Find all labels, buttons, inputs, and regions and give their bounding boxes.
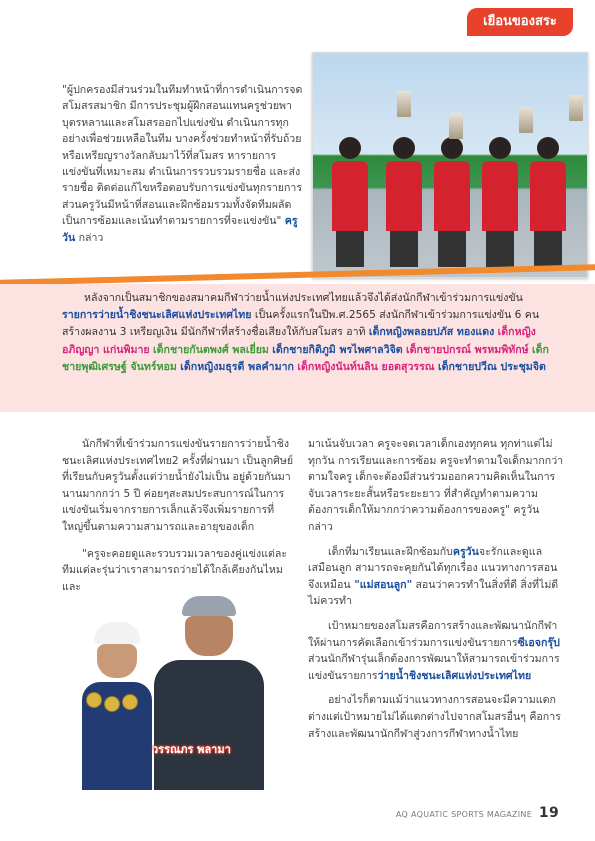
mother-quote: "แม่สอนลูก" <box>350 578 413 591</box>
coach-figure <box>154 596 264 790</box>
trophy-icon <box>519 107 533 133</box>
left-paragraph-2: "ครูจะคอยดูและรวบรวมเวลาของคู่แข่งแต่ละทีมแต่ละรุ่นว่าเราสามารถว่ายได้ใกล้เคียงกันไหมและ <box>62 547 288 593</box>
right-paragraph-2: เด็กที่มาเรียนและฝึกซ้อมกับครูวันจะรักและดูแลเสมือนลูก สามารถจะคุยกันได้ทุกเรื่อง แนวทางการสอนจึงเหมือน "แม่สอนลูก" สอนว่าควรทำในสิ่งที่ดี สิ่งที่ไม่ดีไม่ควรทำ <box>308 545 559 608</box>
page-footer <box>396 805 559 821</box>
swimmer-figure <box>385 137 423 267</box>
trophy-icon <box>569 95 583 121</box>
swimmer-figure <box>529 137 567 267</box>
athlete-name: เด็กหญิงมธุรดี พลคำมาก <box>180 360 294 373</box>
coach-name: ครูวัน <box>452 545 479 558</box>
event-name: ซีเอจกรุ๊ป <box>517 636 560 649</box>
athlete-name: เด็กชายพุฒิเศรษฐ์ จันทร์หอม <box>62 343 549 373</box>
left-paragraph-1: นักกีฬาที่เข้าร่วมการแข่งขันรายการว่ายน้ำชิงชนะเลิศแห่งประเทศไทย2 ครั้งที่ผ่านมา เป็นลูกศิษย์ที่เรียนกับครูวันตั้งแต่ว่ายน้ำยังไม่เป็น อยู่ด้วยกันมานานมากกว่า 5 ปี ค่อยๆสะสมประสบการณ์ในการแข่งขันเริ่มจากรายการเล็กแล้วจึงเพิ่มรายการที่ใหญ่ขึ้นตามความสามารถและอายุของเด็ก <box>62 438 294 533</box>
event-name: ว่ายน้ำชิงชนะเลิศแห่งประเทศไทย <box>377 669 532 682</box>
athlete-name: เด็กหญิงพลอยปภัส ทองแดง <box>368 326 495 339</box>
coach-photo <box>56 590 270 790</box>
magazine-suffix: MAGAZINE <box>486 810 533 819</box>
photo-caption: วรรณภร พลามา <box>152 743 231 756</box>
right-paragraph-4: อย่างไรก็ตามแม้ว่าแนวทางการสอนจะมีความแตกต่างแต่เป้าหมายไม่ได้แตกต่างไปจากสโมสรอื่นๆ คือการสร้างและพัฒนานักกีฬาสู่วงการกีฬาทางน้ำไทย <box>308 694 561 740</box>
athlete-name: เด็กชายกันตพงศ์ พลเยี่ยม <box>153 343 269 356</box>
trophy-icon <box>397 91 411 117</box>
medal-icon <box>104 696 120 712</box>
top-quote-tail: กล่าว <box>75 231 104 244</box>
right-column <box>308 436 564 750</box>
band-text-2: เป็นครั้งแรกในปีพ.ศ.2565 ส่งนักกีฬาเข้าร่วมการแข่งขัน 6 คน สร้างผลงาน 3 เหรียญเงิน มีนักกีฬาที่สร้างชื่อเสียงให้กับสโมสร อาทิ <box>62 309 540 339</box>
team-photo <box>312 52 588 278</box>
athlete-name: เด็กชายปวีณ ประชุมจิต <box>438 360 546 373</box>
right-paragraph-3: เป้าหมายของสโมสรคือการสร้างและพัฒนานักกีฬาให้ผ่านการคัดเลือกเข้าร่วมการแข่งขันรายการซีเอจกรุ๊ป ส่วนนักกีฬารุ่นเล็กต้องการพัฒนาให้สามารถเข้าร่วมการแข่งขันรายการว่ายน้ำชิงชนะเลิศแห่งประเทศไทย <box>308 619 560 682</box>
athlete-name: เด็กหญิงอภิญญา แก่นพิมาย <box>62 326 536 356</box>
magazine-name: AQ AQUATIC SPORTS <box>395 810 485 819</box>
section-tag: เยือนของสระ <box>467 8 573 36</box>
top-quote <box>62 82 304 246</box>
swimmer-figure <box>433 137 471 267</box>
athlete-name: เด็กหญิงนันท์นลิน ยอดสุวรรณ <box>297 360 435 373</box>
top-quote-text: "ผู้ปกครองมีส่วนร่วมในทีมทำหน้าที่การดำเนินการจดสโมสรสมาชิก มีการประชุมผู้ฝึกสอนแทนครูช่วยพาบุตรหลานและสโมสรออกไปแข่งขัน ดำเนินการทุกอย่างเพื่อช่วยเหลือในทีม บางครั้งช่วยทำหน้าที่รับถ้วยหรือเหรียญรางวัลกลับมาไว้ที่สโมสร หารายการแข่งขันที่เหมาะสม ดำเนินการรวบรวมรายชื่อ และส่งรายชื่อ ติดต่อแก้ไขหรือตอบรับการแข่งขันทุกรายการ ส่วนครูวันมีหน้าที่สอนและฝึกซ้อมรวมทั้งจัดทีมผลัด เป็นการซ้อมและเน้นทำตามรายการที่จะแข่งขัน" <box>62 84 303 228</box>
swimmer-figure <box>481 137 519 267</box>
band-text-1: หลังจากเป็นสมาชิกของสมาคมกีฬาว่ายน้ำแห่งประเทศไทยแล้วจึงได้ส่งนักกีฬาเข้าร่วมการแข่งขัน <box>84 292 523 304</box>
page-number: 19 <box>538 805 559 821</box>
swimmer-figure <box>331 137 369 267</box>
medal-icon <box>86 692 102 708</box>
medal-icon <box>122 694 138 710</box>
athlete-name: เด็กชายกิติภูมิ พรไพศาลวิจิต <box>272 343 403 356</box>
right-paragraph-1: มาเน้นจับเวลา ครูจะจดเวลาเด็กเองทุกคน ทุกท่าแต่ไม่ทุกวัน การเรียนและการซ้อม ครูจะทำตามใจเด็กมากกว่าตามใจครู เด็กจะต้องมีส่วนร่วมออกความคิดเห็นในการจับเวลาระยะสั้นหรือระยะยาว ที่สำคัญทำตามความต้องการเด็กให้มากกว่าความต้องการของครู" ครูวันกล่าว <box>308 438 564 533</box>
band-event: รายการว่ายน้ำชิงชนะเลิศแห่งประเทศไทย <box>62 309 252 322</box>
athlete-name: เด็กชายปกรณ์ พรหมพิทักษ์ <box>406 343 529 356</box>
top-quote-speaker: ครูวัน <box>62 215 298 244</box>
trophy-icon <box>449 113 463 139</box>
band-paragraph <box>62 290 562 376</box>
left-column <box>62 436 294 605</box>
